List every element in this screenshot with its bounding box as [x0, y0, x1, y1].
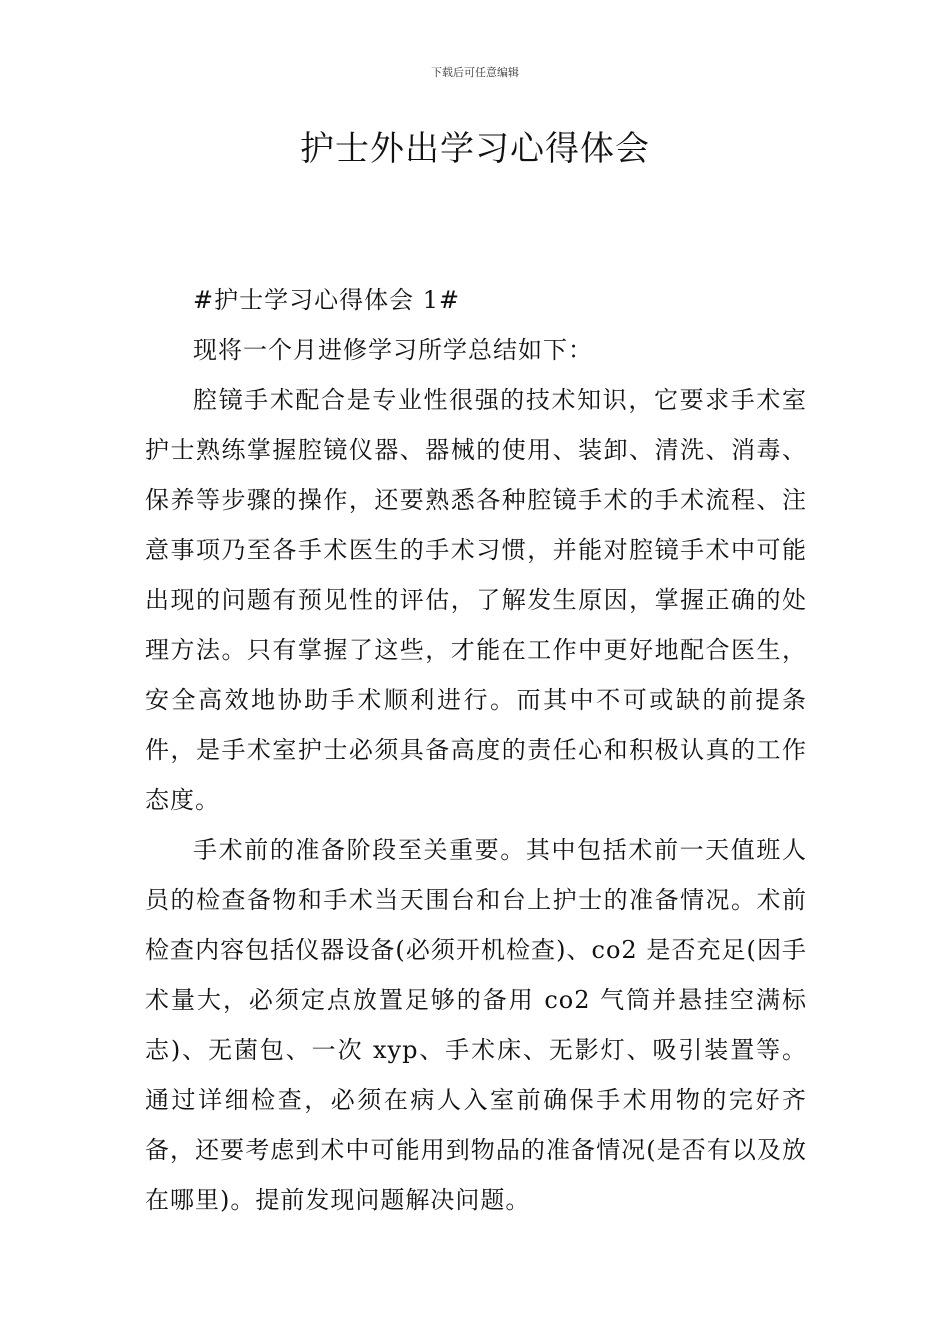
body-paragraph: 手术前的准备阶段至关重要。其中包括术前一天值班人员的检查备物和手术当天围台和台上护士的准备情况。术前检查内容包括仪器设备(必须开机检查)、co2 是否充足(因手术量大，必须定点放置足够的备用 co2 气筒并悬挂空满标志)、无菌包、一次 xyp、手术床、无影灯、吸引装置等。通过详细检查，必须在病人入室前确保手术用物的完好齐备，还要考虑到术中可能用到物品的准备情况(是否有以及放在哪里)。提前发现问题解决问题。	[145, 836, 807, 1214]
section-heading: #护士学习心得体会 1#	[193, 286, 461, 314]
document-body	[145, 275, 807, 1225]
intro-paragraph: 现将一个月进修学习所学总结如下：	[193, 336, 593, 364]
header-note: 下载后可任意编辑	[431, 66, 519, 79]
document-title: 护士外出学习心得体会	[300, 129, 650, 169]
body-paragraph: 腔镜手术配合是专业性很强的技术知识，它要求手术室护士熟练掌握腔镜仪器、器械的使用、装卸、清洗、消毒、保养等步骤的操作，还要熟悉各种腔镜手术的手术流程、注意事项乃至各手术医生的手术习惯，并能对腔镜手术中可能出现的问题有预见性的评估，了解发生原因，掌握正确的处理方法。只有掌握了这些，才能在工作中更好地配合医生，安全高效地协助手术顺利进行。而其中不可或缺的前提条件，是手术室护士必须具备高度的责任心和积极认真的工作态度。	[145, 386, 807, 814]
